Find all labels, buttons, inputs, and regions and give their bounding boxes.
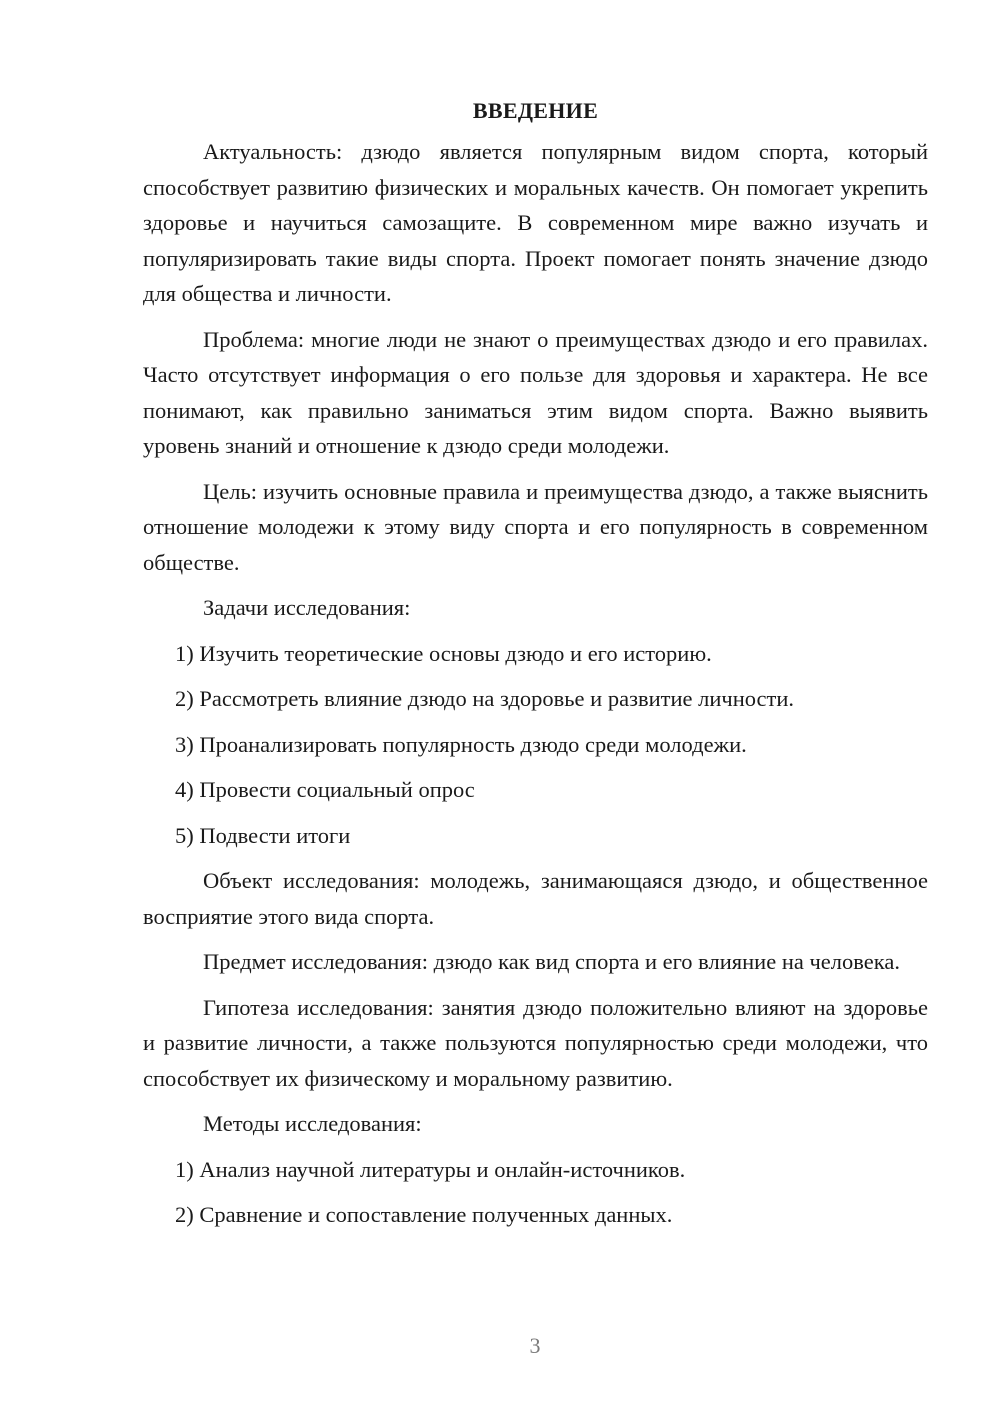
goal-paragraph: Цель: изучить основные правила и преимущества дзюдо, а также выяснить отношение молодежи к этому виду спорта и его популярность в современном обществе. — [143, 478, 928, 575]
methods-heading: Методы исследования: — [203, 1111, 422, 1136]
list-item: 1) Изучить теоретические основы дзюдо и его историю. — [175, 640, 712, 666]
page-number: 3 — [529, 1333, 541, 1358]
document-body — [143, 96, 928, 1243]
problem-paragraph: Проблема: многие люди не знают о преимуществах дзюдо и его правилах. Часто отсутствует информация о его пользе для здоровья и характера. Не все понимают, как правильно заниматься этим видом спорта. Важно выявить уровень знаний и отношение к дзюдо среди молодежи. — [143, 326, 928, 458]
hypothesis-paragraph: Гипотеза исследования: занятия дзюдо положительно влияют на здоровье и развитие личности, а также пользуются популярностью среди молодежи, что способствует их физическому и моральному развитию. — [143, 994, 928, 1091]
list-item: 4) Провести социальный опрос — [175, 777, 475, 802]
object-paragraph: Объект исследования: молодежь, занимающаяся дзюдо, и общественное восприятие этого вида спорта. — [143, 868, 928, 929]
relevance-paragraph: Актуальность: дзюдо является популярным видом спорта, который способствует развитию физических и моральных качеств. Он помогает укрепить здоровье и научиться самозащите. В современном мире важно изучать и популяризировать такие виды спорта. Проект помогает понять значение дзюдо для общества и личности. — [143, 139, 928, 306]
list-item: 3) Проанализировать популярность дзюдо среди молодежи. — [175, 731, 747, 757]
methods-list — [143, 1152, 928, 1233]
list-item: 2) Рассмотреть влияние дзюдо на здоровье и развитие личности. — [175, 686, 795, 711]
list-item: 1) Анализ научной литературы и онлайн-источников. — [175, 1156, 686, 1182]
tasks-heading: Задачи исследования: — [203, 595, 411, 620]
tasks-list — [143, 636, 928, 854]
subject-paragraph: Предмет исследования: дзюдо как вид спорта и его влияние на человека. — [203, 949, 900, 974]
list-item: 5) Подвести итоги — [175, 822, 351, 848]
section-title: ВВЕДЕНИЕ — [472, 98, 599, 123]
list-item: 2) Сравнение и сопоставление полученных данных. — [175, 1202, 673, 1227]
